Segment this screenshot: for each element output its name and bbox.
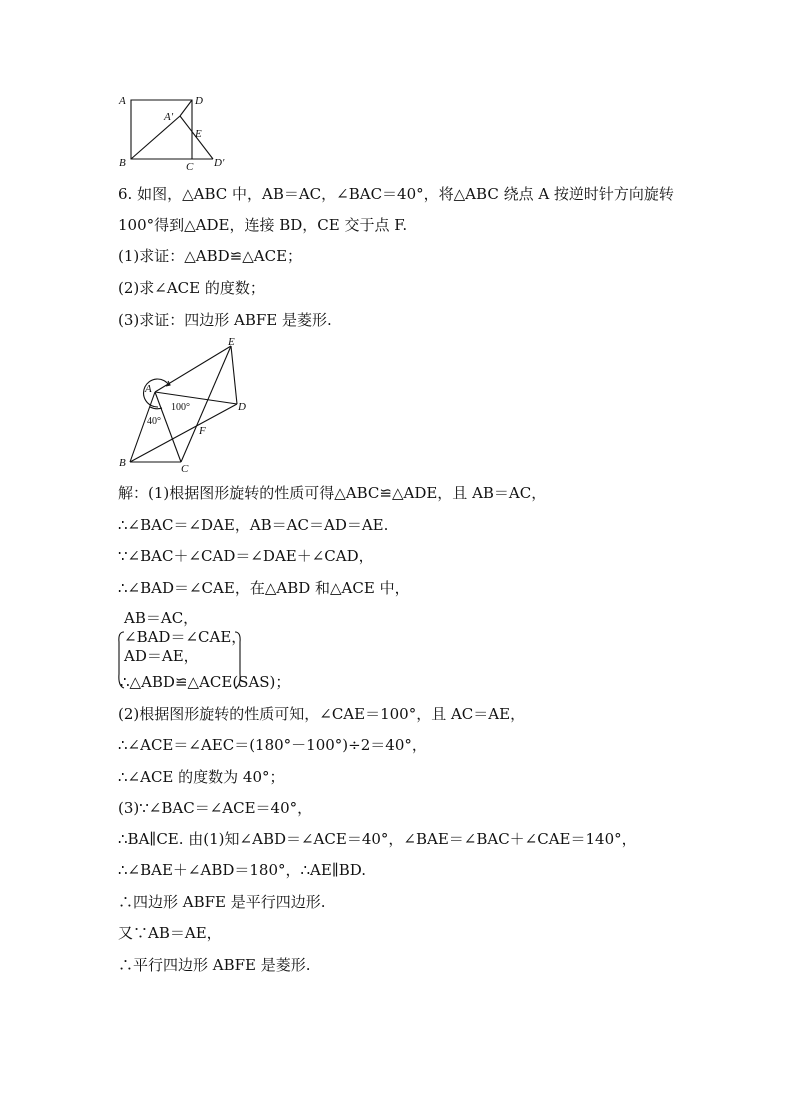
solution-line-15: ∴四边形 ABFE 是平行四边形. [118, 893, 326, 911]
segment-a-e [155, 346, 231, 392]
solution-line-14: ∴∠BAE＋∠ABD＝180°，∴AE∥BD. [118, 861, 367, 879]
label-a: A [119, 95, 126, 107]
figure-rhombus-rotation [112, 335, 262, 475]
label-c: C [181, 463, 189, 475]
congruence-condition-2: ∠BAD＝∠CAE， [124, 628, 247, 646]
label-angle-100: 100° [171, 402, 190, 413]
solution-line-1: 解：(1)根据图形旋转的性质可得△ABC≌△ADE，且 AB＝AC， [118, 484, 547, 502]
label-angle-40: 40° [147, 416, 161, 427]
label-b: B [119, 457, 126, 469]
congruence-condition-1: AB＝AC， [124, 609, 199, 627]
question-2: (2)求∠ACE 的度数； [118, 279, 265, 297]
label-e: E [195, 128, 202, 140]
label-b: B [119, 157, 126, 169]
solution-line-16: 又∵AB＝AE， [118, 924, 222, 942]
solution-line-11: ∴∠ACE 的度数为 40°； [118, 768, 285, 786]
solution-line-13: ∴BA∥CE. 由(1)知∠ABD＝∠ACE＝40°，∠BAE＝∠BAC＋∠CAE＝140°， [118, 830, 637, 848]
label-a-prime: A′ [164, 111, 174, 123]
segment-a-b [130, 392, 155, 462]
label-d-prime: D′ [214, 157, 225, 169]
figure-square-rotation [112, 88, 242, 170]
segment-e-d [231, 346, 237, 404]
square-abcd [131, 100, 192, 159]
solution-line-3: ∵∠BAC＋∠CAD＝∠DAE＋∠CAD， [118, 547, 374, 565]
solution-line-17: ∴平行四边形 ABFE 是菱形. [118, 956, 311, 974]
label-c: C [186, 161, 194, 170]
solution-line-10: ∴∠ACE＝∠AEC＝(180°－100°)÷2＝40°， [118, 736, 427, 754]
question-3: (3)求证：四边形 ABFE 是菱形. [118, 311, 332, 329]
solution-line-12: (3)∵∠BAC＝∠ACE＝40°， [118, 799, 313, 817]
segment-a-d [155, 392, 237, 404]
solution-line-2: ∴∠BAC＝∠DAE，AB＝AC＝AD＝AE. [118, 516, 389, 534]
label-d: D [195, 95, 203, 107]
problem-line-1: 6. 如图，△ABC 中，AB＝AC，∠BAC＝40°，将△ABC 绕点 A 按逆时针方向旋转 [118, 185, 674, 203]
label-f: F [199, 425, 206, 437]
solution-line-4: ∴∠BAD＝∠CAE，在△ABD 和△ACE 中， [118, 579, 410, 597]
segment-a1-d [180, 100, 192, 116]
problem-line-2: 100°得到△ADE，连接 BD，CE 交于点 F. [118, 216, 408, 234]
label-a: A [145, 383, 152, 395]
solution-conclusion-1: ∴△ABD≌△ACE(SAS)； [120, 673, 291, 691]
label-d: D [238, 401, 246, 413]
label-e: E [228, 336, 235, 348]
congruence-condition-3: AD＝AE， [124, 647, 199, 665]
question-1: (1)求证：△ABD≌△ACE； [118, 247, 303, 265]
solution-line-9: (2)根据图形旋转的性质可知，∠CAE＝100°，且 AC＝AE， [118, 705, 526, 723]
